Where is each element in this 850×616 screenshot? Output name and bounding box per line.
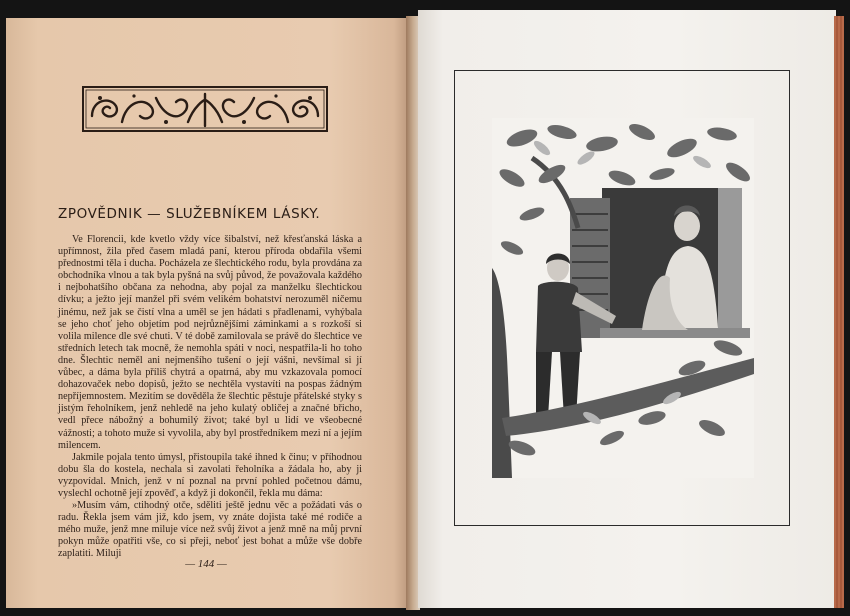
open-book xyxy=(6,10,844,612)
paragraph: »Musím vám, ctihodný otče, sděliti ještě jednu věc a požádati vás o radu. Řekla jsem vám již, kdo jsem, vy znáte dojista také mé rodiče a mého muže, jenž mne miluje více než svůj život a jenž mně na můj první pokyn může opatřiti vše, co si přeji, neboť jest bohat a může vše dobře zaplatiti. Miluji xyxy=(58,500,362,560)
right-page xyxy=(418,10,836,608)
chapter-title: ZPOVĚDNIK — SLUŽEBNÍKEM LÁSKY. xyxy=(58,206,321,222)
page-edges xyxy=(834,16,844,608)
paragraph: Jakmile pojala tento úmysl, přistoupila také ihned k činu; v příhodnou dobu šla do kostela, nechala si zavolati řeholníka a žádala ho, aby ji vyzpovídal. Mnich, jenž v ní poznal na první pohled početnou dámu, vyslechl ochotně její zpověď, a když ji dokončil, řekla mu dáma: xyxy=(58,451,362,499)
paragraph: Ve Florencii, kde kvetlo vždy více šibalství, než křesťanská láska a upřímnost, žila před časem mladá paní, kterou příroda obdařila všemi přednostmi těla i ducha. Pocházela ze šlechtického rodu, byla provdána za obchodníka vlnou a tak byla pyšná na svůj původ, že považovala každého i nejbohatšího občana za nehodna, aby pojal za manželku šlechtickou dívku; a ježto její manžel při svém velikém bohatství nerozuměl ničemu jinému, než jak se čistí vlna a uměl se jen hádati s přadlenami, vyhýbala se jeho choť jeho objetím pod nejrůznějšími záminkami a s rozkoší si volila milence dle své chuti. V té době zamilovala se právě do šlechtice ve středních letech tak mocně, že nemohla spáti v noci, nespatřila-li ho toho dne. Šlechtic neměl ani nejmenšího tušení o její vášni, nevšímal si jí vůbec, a dáma byla příliš chytrá a opatrná, aby mu vzkazovala pomocí dohazovaček nebo dopisů, ježto se nechtěla vystavíti na pospas žádným nepříjemnostem. Mezitím se dověděla že šlechtic pěstuje přátelské styky s jistým řeholníkem, jenž nehledě na jeho kulatý obličej a značné břicho, vedl přece nábožný a bohumilý život; také byl u lidí ve všeobecné vážnosti; a tohoto muže si vyvolila, aby byl prostředníkem mezi ní a jejím milencem. xyxy=(58,234,362,451)
illustration-plate xyxy=(492,118,754,478)
page-number: — 144 — xyxy=(185,558,227,570)
body-text xyxy=(58,234,362,561)
ornamental-headpiece xyxy=(82,86,328,132)
left-page xyxy=(6,18,410,608)
